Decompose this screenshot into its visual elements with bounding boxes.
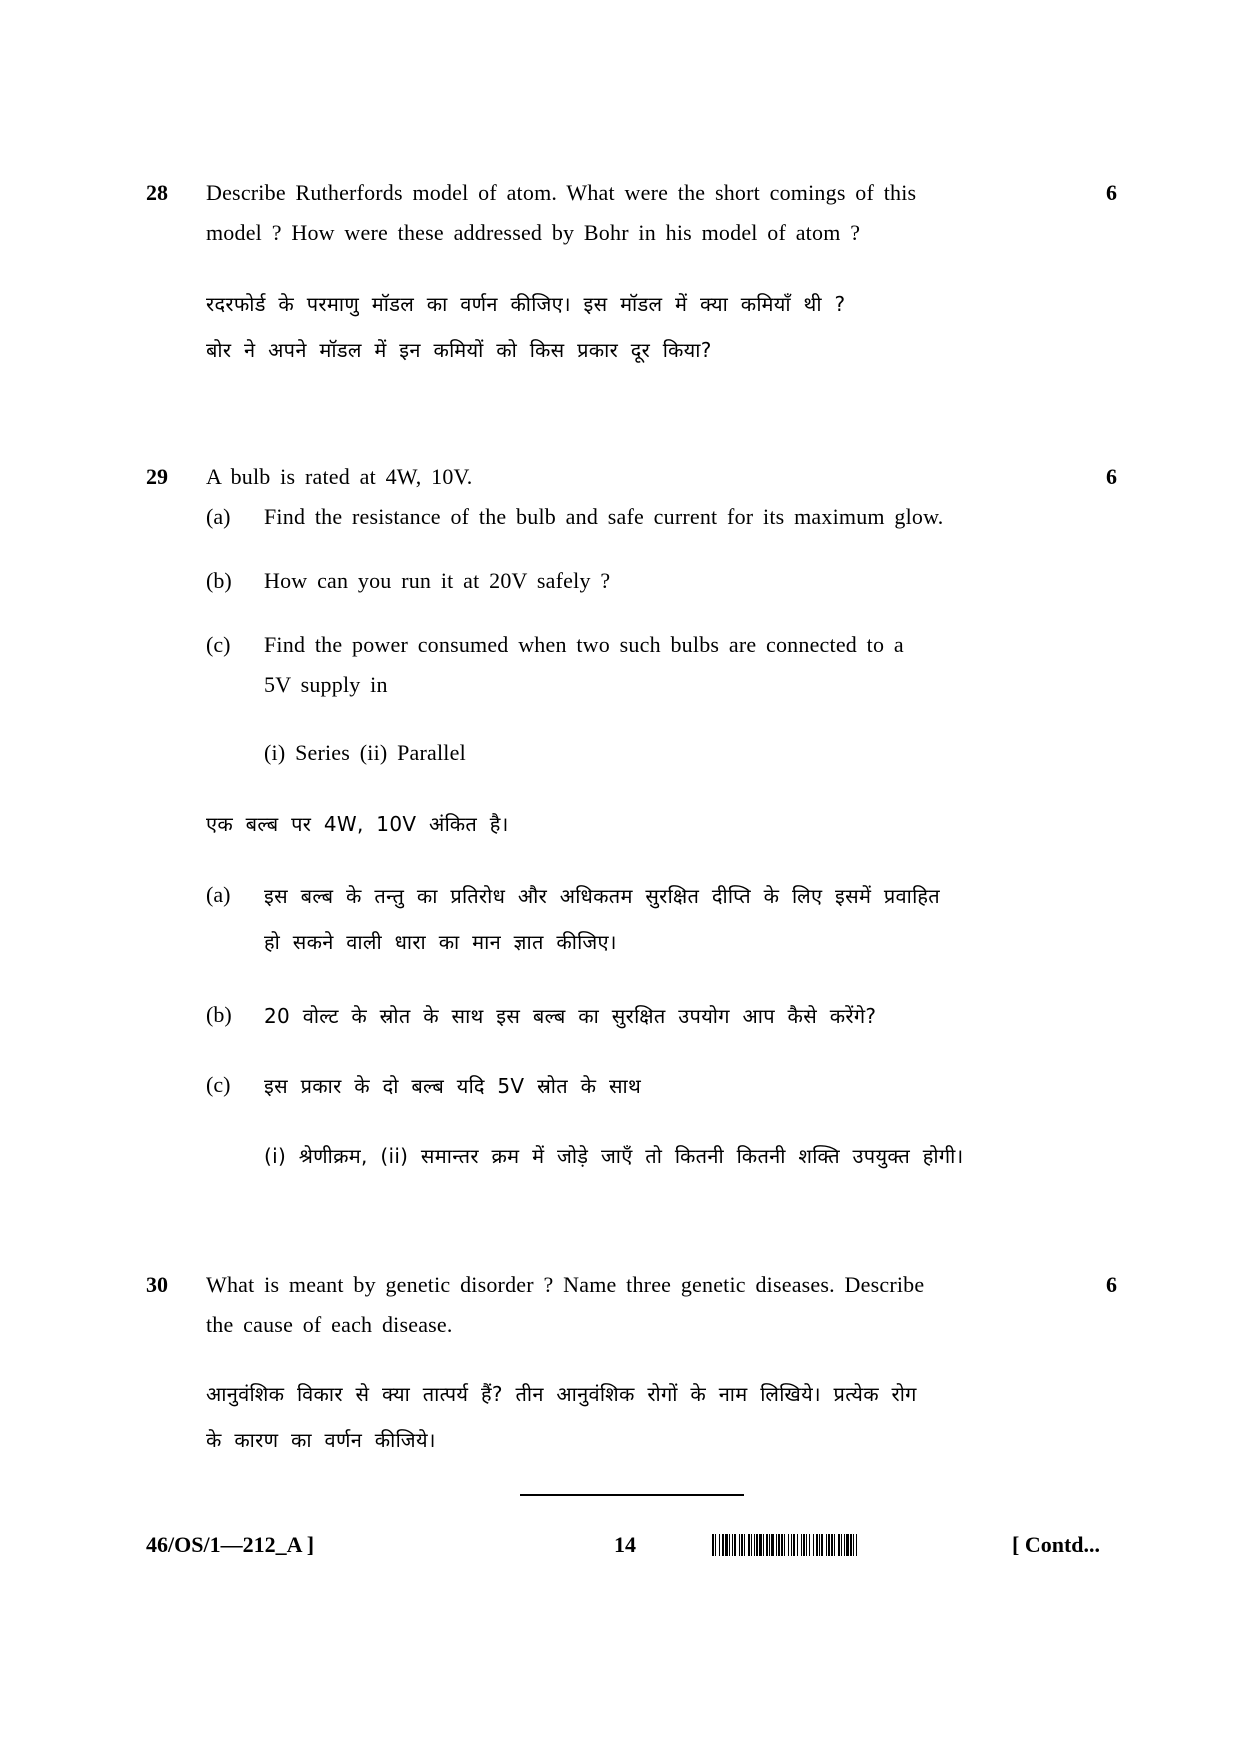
question-30-marks: 6 — [1106, 1272, 1117, 1297]
question-29-hindi-part-b-label: (b) — [206, 1002, 232, 1027]
question-28-hindi-line-1: रदरफोर्ड के परमाणु मॉडल का वर्णन कीजिए। इस मॉडल में क्या कमियाँ थी ? — [206, 292, 846, 316]
question-29-hindi-part-c-line-1: इस प्रकार के दो बल्ब यदि 5V स्रोत के साथ — [264, 1074, 642, 1098]
question-29-hindi-part-a-line-2: हो सकने वाली धारा का मान ज्ञात कीजिए। — [264, 930, 617, 954]
question-29-subparts: (i) Series (ii) Parallel — [264, 740, 466, 765]
question-28-hindi-line-2: बोर ने अपने मॉडल में इन कमियों को किस प्रकार दूर किया? — [206, 338, 712, 362]
question-30-number: 30 — [146, 1272, 168, 1297]
question-30-text-line-1: What is meant by genetic disorder ? Name three genetic diseases. Describe — [206, 1272, 925, 1297]
question-29-part-b-text: How can you run it at 20V safely ? — [264, 568, 611, 593]
barcode — [712, 1534, 994, 1556]
contd-label: [ Contd... — [1012, 1532, 1101, 1557]
question-28-text-line-2: model ? How were these addressed by Bohr in his model of atom ? — [206, 220, 861, 245]
question-29-stem: A bulb is rated at 4W, 10V. — [206, 464, 473, 489]
question-30-hindi-line-1: आनुवंशिक विकार से क्या तात्पर्य हैं? तीन आनुवंशिक रोगों के नाम लिखिये। प्रत्येक रोग — [206, 1382, 917, 1406]
question-29-part-c-label: (c) — [206, 632, 231, 657]
question-29-hindi-subparts: (i) श्रेणीक्रम, (ii) समान्तर क्रम में जोड़े जाएँ तो कितनी कितनी शक्ति उपयुक्त होगी। — [264, 1144, 964, 1168]
question-28-number: 28 — [146, 180, 168, 205]
question-29-hindi-stem: एक बल्ब पर 4W, 10V अंकित है। — [206, 812, 509, 836]
page-number: 14 — [614, 1532, 636, 1557]
question-30-text-line-2: the cause of each disease. — [206, 1312, 453, 1337]
question-29-marks: 6 — [1106, 464, 1117, 489]
question-29-number: 29 — [146, 464, 168, 489]
question-29-part-a-text: Find the resistance of the bulb and safe current for its maximum glow. — [264, 504, 944, 529]
paper-code: 46/OS/1—212_A ] — [146, 1532, 315, 1557]
question-28-marks: 6 — [1106, 180, 1117, 205]
question-29-part-a-label: (a) — [206, 504, 231, 529]
question-29-hindi-part-c-label: (c) — [206, 1072, 231, 1097]
question-29-part-b-label: (b) — [206, 568, 232, 593]
end-of-section-rule — [520, 1494, 744, 1496]
question-30-hindi-line-2: के कारण का वर्णन कीजिये। — [206, 1428, 436, 1452]
question-29-part-c-text-line-1: Find the power consumed when two such bulbs are connected to a — [264, 632, 904, 657]
question-29-hindi-part-b-line-1: 20 वोल्ट के स्रोत के साथ इस बल्ब का सुरक्षित उपयोग आप कैसे करेंगे? — [264, 1004, 877, 1028]
question-29-part-c-text-line-2: 5V supply in — [264, 672, 388, 697]
question-29-hindi-part-a-label: (a) — [206, 882, 231, 907]
question-28-text-line-1: Describe Rutherfords model of atom. What were the short comings of this — [206, 180, 917, 205]
question-29-hindi-part-a-line-1: इस बल्ब के तन्तु का प्रतिरोध और अधिकतम सुरक्षित दीप्ति के लिए इसमें प्रवाहित — [264, 884, 940, 908]
